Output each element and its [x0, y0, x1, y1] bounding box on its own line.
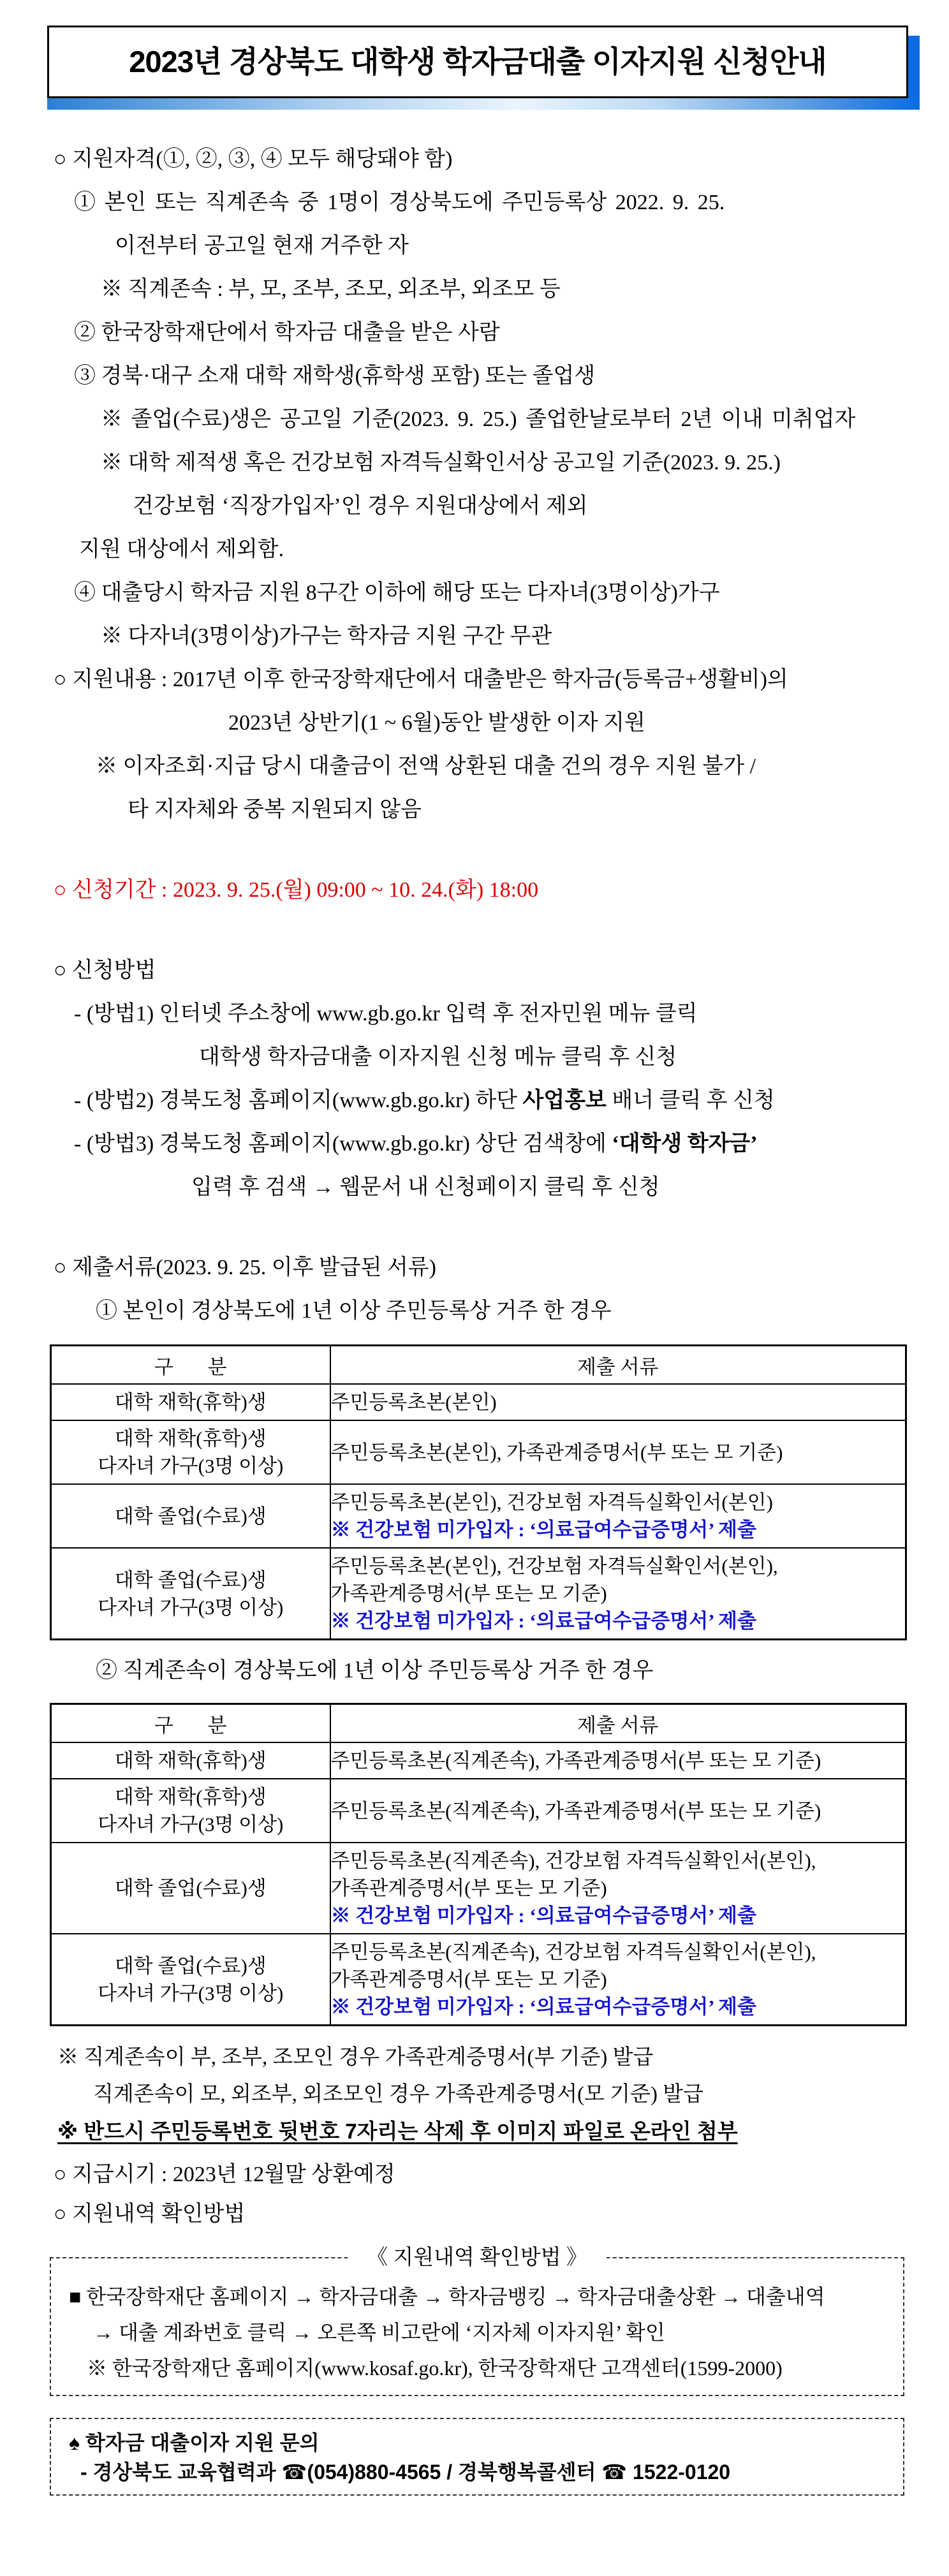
- check-method-path: ■ 한국장학재단 홈페이지 → 학자금대출 → 학자금뱅킹 → 학자금대출상환 → 대출내역: [69, 2285, 825, 2308]
- check-method-box-title: 《 지원내역 확인방법 》: [348, 2239, 607, 2277]
- title-banner: [47, 26, 908, 98]
- eligibility-item-2: ② 한국장학재단에서 학자금 대출을 받은 사람: [74, 321, 500, 344]
- documents-case-2-heading: ② 직계존속이 경상북도에 1년 이상 주민등록상 거주 한 경우: [96, 1659, 654, 1682]
- eligibility-item-4: ④ 대출당시 학자금 지원 8구간 이하에 해당 또는 다자녀(3명이상)가구: [74, 581, 720, 605]
- square-bullet-icon: ■: [69, 2285, 82, 2308]
- table-header-row: [51, 1346, 906, 1385]
- check-method-path-cont: → 대출 계좌번호 클릭 → 오른쪽 비고란에 ‘지자체 이자지원’ 확인: [93, 2321, 665, 2344]
- column-header-category: 구 분: [51, 1346, 330, 1385]
- check-method-box: [50, 2246, 904, 2396]
- table-row: 대학 재학(휴학)생 주민등록초본(본인): [51, 1384, 906, 1420]
- eligibility-item-3-note-2: ※ 대학 제적생 혹은 건강보험 자격득실확인서상 공고일 기준(2023. 9. 25.): [101, 451, 781, 475]
- spade-icon: ♠: [69, 2431, 80, 2454]
- contact-heading: ♠ 학자금 대출이자 지원 문의: [69, 2431, 320, 2454]
- eligibility-item-3-note-1: ※ 졸업(수료)생은 공고일 기준(2023. 9. 25.) 졸업한날로부터 2년 이내 미취업자: [101, 408, 856, 431]
- phone-icon: ☎: [281, 2461, 307, 2484]
- support-content-note-1: ※ 이자조회·지급 당시 대출금이 전액 상환된 대출 건의 경우 지원 불가 /: [96, 754, 756, 778]
- eligibility-item-1-cont: 이전부터 공고일 현재 거주한 자: [115, 234, 409, 258]
- table-row: 대학 졸업(수료)생 다자녀 가구(3명 이상) 주민등록초본(직계존속), 건강보험 자격득실확인서(본인), 가족관계증명서(부 또는 모 기준) ※ 건강보험 미가입자 : ‘의료급여수급증명서’ 제출: [51, 1934, 906, 2026]
- column-header-documents: 제출 서류: [330, 1704, 906, 1743]
- health-insurance-note: ※ 건강보험 미가입자 : ‘의료급여수급증명서’ 제출: [330, 1996, 756, 2018]
- method-2-banner-name: 사업홍보: [522, 1089, 607, 1112]
- table-header-row: [51, 1704, 906, 1743]
- eligibility-item-3: ③ 경북·대구 소재 대학 재학생(휴학생 포함) 또는 졸업생: [74, 364, 596, 388]
- table-row: 대학 재학(휴학)생 다자녀 가구(3명 이상) 주민등록초본(직계존속), 가족관계증명서(부 또는 모 기준): [51, 1779, 906, 1843]
- table-row: 대학 졸업(수료)생 주민등록초본(직계존속), 건강보험 자격득실확인서(본인), 가족관계증명서(부 또는 모 기준) ※ 건강보험 미가입자 : ‘의료급여수급증명서’ 제출: [51, 1843, 906, 1934]
- table-row: 대학 재학(휴학)생 다자녀 가구(3명 이상) 주민등록초본(본인), 가족관계증명서(부 또는 모 기준): [51, 1420, 906, 1484]
- method-3-line-1: - (방법3) 경북도청 홈페이지(www.gb.go.kr) 상단 검색창에 ‘대학생 학자금’: [74, 1132, 758, 1156]
- eligibility-exclusion-note: 지원 대상에서 제외함.: [79, 538, 284, 561]
- eligibility-item-1: ① 본인 또는 직계존속 중 1명이 경상북도에 주민등록상 2022. 9. 25.: [74, 191, 725, 214]
- column-header-category: 구 분: [51, 1704, 330, 1743]
- table-row: 대학 졸업(수료)생 다자녀 가구(3명 이상) 주민등록초본(본인), 건강보험 자격득실확인서(본인), 가족관계증명서(부 또는 모 기준) ※ 건강보험 미가입자 : ‘의료급여수급증명서’ 제출: [51, 1548, 906, 1640]
- support-content-line-2: 2023년 상반기(1 ~ 6월)동안 발생한 이자 지원: [228, 711, 645, 735]
- method-1-line-1: - (방법1) 인터넷 주소창에 www.gb.go.kr 입력 후 전자민원 메뉴 클릭: [74, 1002, 698, 1026]
- documents-heading: ○ 제출서류(2023. 9. 25. 이후 발급된 서류): [54, 1256, 436, 1279]
- eligibility-item-4-note: ※ 다자녀(3명이상)가구는 학자금 지원 구간 무관: [101, 624, 552, 648]
- eligibility-heading: ○ 지원자격(①, ②, ③, ④ 모두 해당돼야 함): [54, 147, 453, 171]
- check-method-heading: ○ 지원내역 확인방법: [54, 2202, 246, 2226]
- submission-table-case1: [50, 1344, 907, 1640]
- support-content-note-2: 타 지자체와 중복 지원되지 않음: [128, 798, 422, 821]
- payment-schedule: ○ 지급시기 : 2023년 12월말 상환예정: [54, 2163, 395, 2186]
- method-3-search-keyword: ‘대학생 학자금’: [612, 1132, 758, 1156]
- method-heading: ○ 신청방법: [54, 959, 156, 982]
- eligibility-item-3-note-2-cont: 건강보험 ‘직장가입자’인 경우 지원대상에서 제외: [133, 494, 588, 518]
- contact-box: [50, 2418, 904, 2496]
- health-insurance-note: ※ 건강보험 미가입자 : ‘의료급여수급증명서’ 제출: [330, 1610, 756, 1632]
- method-3-line-2: 입력 후 검색 → 웹문서 내 신청페이지 클릭 후 신청: [191, 1175, 660, 1199]
- method-1-line-2: 대학생 학자금대출 이자지원 신청 메뉴 클릭 후 신청: [199, 1045, 677, 1069]
- lineal-ascendant-note-2: 직계존속이 모, 외조부, 외조모인 경우 가족관계증명서(모 기준) 발급: [93, 2083, 703, 2106]
- submission-table-case2: [50, 1703, 907, 2026]
- application-period: ○ 신청기간 : 2023. 9. 25.(월) 09:00 ~ 10. 24.(화) 18:00: [54, 878, 539, 902]
- table-row: 대학 졸업(수료)생 주민등록초본(본인), 건강보험 자격득실확인서(본인) ※ 건강보험 미가입자 : ‘의료급여수급증명서’ 제출: [51, 1484, 906, 1548]
- document-body: [0, 138, 949, 2496]
- table-row: 대학 재학(휴학)생 주민등록초본(직계존속), 가족관계증명서(부 또는 모 기준): [51, 1742, 906, 1779]
- phone-icon: ☎: [601, 2461, 628, 2484]
- page-title: 2023년 경상북도 대학생 학자금대출 이자지원 신청안내: [47, 26, 908, 98]
- support-content-line-1: ○ 지원내용 : 2017년 이후 한국장학재단에서 대출받은 학자금(등록금+생활비)의: [54, 668, 788, 691]
- title-shadow-bottom: [47, 98, 920, 110]
- method-2: - (방법2) 경북도청 홈페이지(www.gb.go.kr) 하단 사업홍보 배너 클릭 후 신청: [74, 1089, 775, 1112]
- resident-number-delete-note: ※ 반드시 주민등록번호 뒷번호 7자리는 삭제 후 이미지 파일로 온라인 첨부: [57, 2119, 738, 2143]
- lineal-ascendant-note-1: ※ 직계존속이 부, 조부, 조모인 경우 가족관계증명서(부 기준) 발급: [57, 2046, 654, 2069]
- contact-phones: - 경상북도 교육협력과 ☎(054)880-4565 / 경북행복콜센터 ☎ 1522-0120: [80, 2461, 731, 2484]
- eligibility-item-1-note: ※ 직계존속 : 부, 모, 조부, 조모, 외조부, 외조모 등: [101, 277, 561, 301]
- health-insurance-note: ※ 건강보험 미가입자 : ‘의료급여수급증명서’ 제출: [330, 1904, 756, 1927]
- kosaf-reference: ※ 한국장학재단 홈페이지(www.kosaf.go.kr), 한국장학재단 고객센터(1599-2000): [87, 2357, 783, 2380]
- health-insurance-note: ※ 건강보험 미가입자 : ‘의료급여수급증명서’ 제출: [330, 1519, 756, 1541]
- documents-case-1-heading: ① 본인이 경상북도에 1년 이상 주민등록상 거주 한 경우: [96, 1299, 612, 1323]
- column-header-documents: 제출 서류: [330, 1346, 906, 1385]
